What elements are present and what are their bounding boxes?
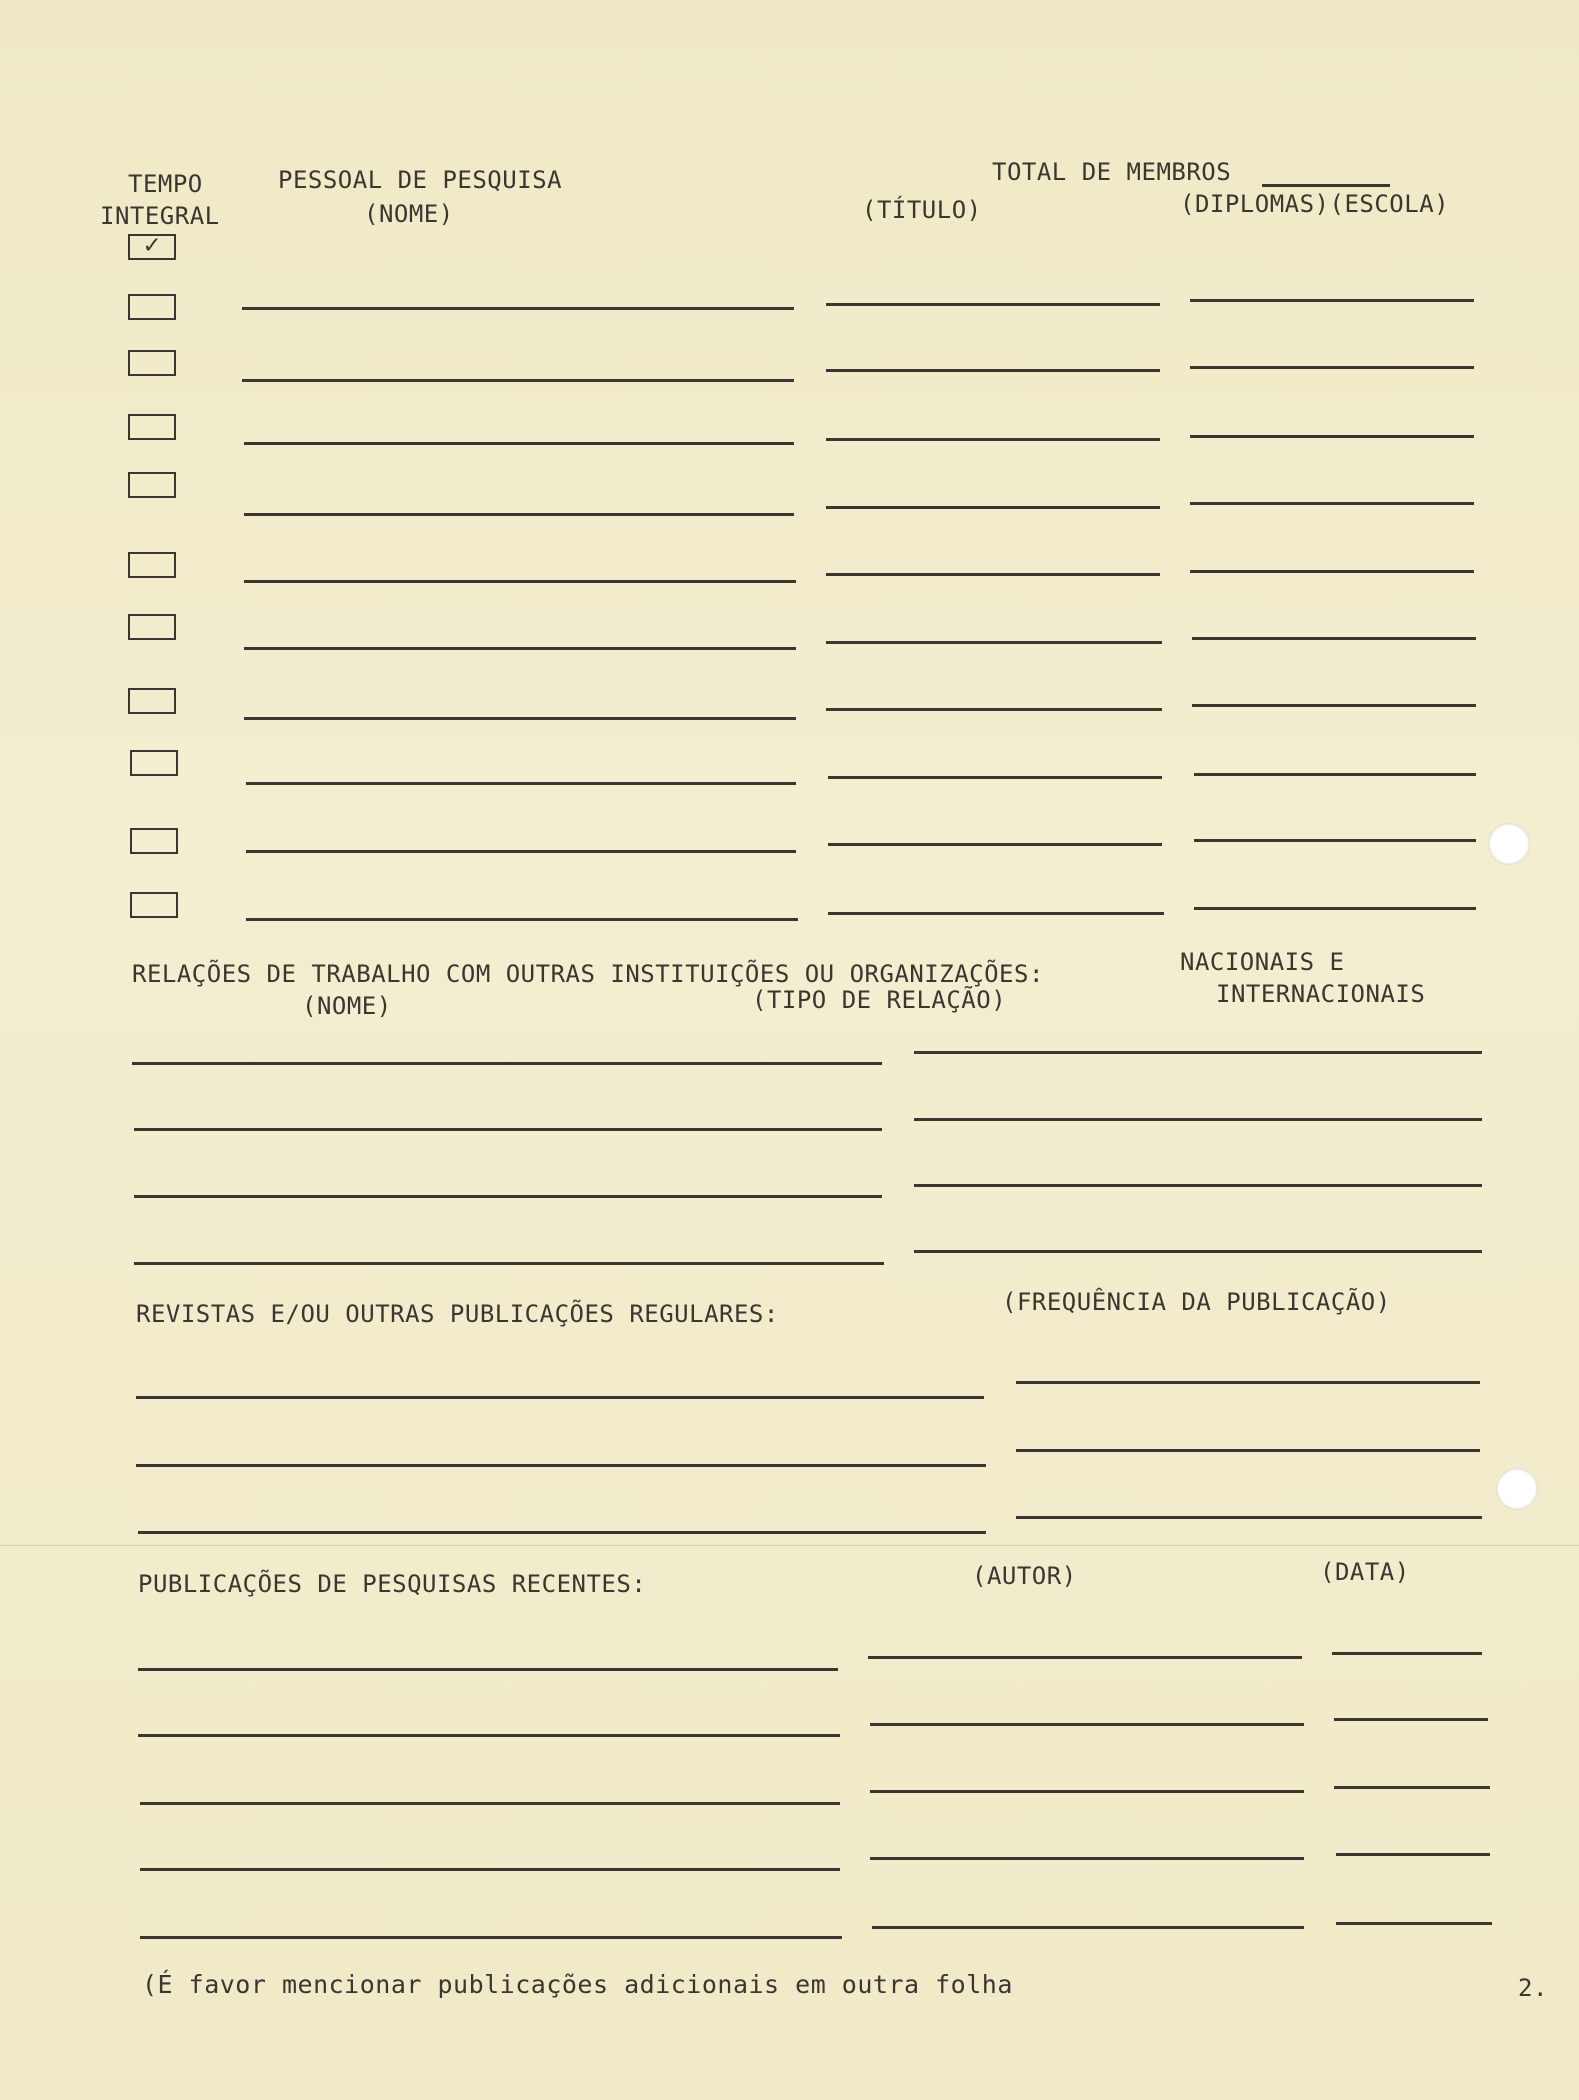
titulo-field-9[interactable] — [828, 843, 1162, 846]
tempo-integral-checkbox-1[interactable] — [128, 230, 176, 260]
publication-date-field-4[interactable] — [1336, 1853, 1490, 1856]
relations-nome-field-1[interactable] — [132, 1062, 882, 1065]
diplomas-field-1[interactable] — [1190, 299, 1474, 302]
punch-hole-top — [1488, 823, 1530, 865]
tempo-integral-checkbox-5[interactable] — [128, 472, 176, 498]
nacionais-label: NACIONAIS E — [1180, 948, 1345, 976]
titulo-label: (TÍTULO) — [862, 196, 982, 224]
publication-author-field-4[interactable] — [870, 1857, 1304, 1860]
diplomas-field-4[interactable] — [1190, 502, 1474, 505]
relations-nome-field-2[interactable] — [134, 1128, 882, 1131]
publication-author-field-5[interactable] — [872, 1926, 1304, 1929]
publication-date-field-1[interactable] — [1332, 1652, 1482, 1655]
pessoal-label: PESSOAL DE PESQUISA — [278, 166, 563, 194]
diplomas-field-9[interactable] — [1194, 839, 1476, 842]
tempo-integral-checkbox-10[interactable] — [130, 828, 178, 854]
publication-title-field-1[interactable] — [138, 1668, 838, 1671]
nome-field-2[interactable] — [242, 379, 794, 382]
integral-label: INTEGRAL — [100, 202, 220, 230]
tempo-integral-checkbox-8[interactable] — [128, 688, 176, 714]
internacionais-label: INTERNACIONAIS — [1216, 980, 1426, 1008]
nome-field-6[interactable] — [244, 647, 796, 650]
journals-heading: REVISTAS E/OU OUTRAS PUBLICAÇÕES REGULARES: — [136, 1300, 779, 1328]
journal-name-field-2[interactable] — [136, 1464, 986, 1467]
tempo-integral-checkbox-2[interactable] — [128, 294, 176, 320]
nome-field-4[interactable] — [244, 513, 794, 516]
nome-field-1[interactable] — [242, 307, 794, 310]
diplomas-field-10[interactable] — [1194, 907, 1476, 910]
diplomas-field-6[interactable] — [1192, 637, 1476, 640]
nome-field-7[interactable] — [244, 717, 796, 720]
relations-tipo-field-3[interactable] — [914, 1184, 1482, 1187]
total-membros-field[interactable] — [1262, 184, 1390, 187]
paper-fold — [0, 1545, 1579, 1546]
relations-tipo-label: (TIPO DE RELAÇÃO) — [752, 986, 1007, 1014]
journal-frequency-field-3[interactable] — [1016, 1516, 1482, 1519]
tempo-integral-checkbox-9[interactable] — [130, 750, 178, 776]
tempo-label: TEMPO — [128, 170, 203, 198]
relations-tipo-field-1[interactable] — [914, 1051, 1482, 1054]
diplomas-field-3[interactable] — [1190, 435, 1474, 438]
frequencia-label: (FREQUÊNCIA DA PUBLICAÇÃO) — [1002, 1288, 1391, 1316]
publication-date-field-2[interactable] — [1334, 1718, 1488, 1721]
publication-author-field-3[interactable] — [870, 1790, 1304, 1793]
relations-tipo-field-2[interactable] — [914, 1118, 1482, 1121]
tempo-integral-checkbox-11[interactable] — [130, 892, 178, 918]
titulo-field-4[interactable] — [826, 506, 1160, 509]
titulo-field-5[interactable] — [826, 573, 1160, 576]
diplomas-field-8[interactable] — [1194, 773, 1476, 776]
publication-title-field-3[interactable] — [140, 1802, 840, 1805]
relations-nome-field-4[interactable] — [134, 1262, 884, 1265]
punch-hole-bottom — [1496, 1468, 1538, 1510]
journal-frequency-field-1[interactable] — [1016, 1381, 1480, 1384]
journal-name-field-1[interactable] — [136, 1396, 984, 1399]
relations-nome-field-3[interactable] — [134, 1195, 882, 1198]
titulo-field-3[interactable] — [826, 438, 1160, 441]
nome-field-9[interactable] — [246, 850, 796, 853]
nome-field-8[interactable] — [246, 782, 796, 785]
publication-author-field-1[interactable] — [868, 1656, 1302, 1659]
diplomas-field-2[interactable] — [1190, 366, 1474, 369]
titulo-field-2[interactable] — [826, 369, 1160, 372]
titulo-field-6[interactable] — [826, 641, 1162, 644]
nome-label: (NOME) — [364, 200, 454, 228]
relations-heading: RELAÇÕES DE TRABALHO COM OUTRAS INSTITUIÇÕES OU ORGANIZAÇÕES: — [132, 960, 1044, 988]
nome-field-3[interactable] — [244, 442, 794, 445]
nome-field-10[interactable] — [246, 918, 798, 921]
diplomas-field-5[interactable] — [1190, 570, 1474, 573]
publication-date-field-3[interactable] — [1334, 1786, 1490, 1789]
publication-author-field-2[interactable] — [870, 1723, 1304, 1726]
publications-heading: PUBLICAÇÕES DE PESQUISAS RECENTES: — [138, 1570, 647, 1598]
titulo-field-1[interactable] — [826, 303, 1160, 306]
tempo-integral-checkbox-6[interactable] — [128, 552, 176, 578]
nome-field-5[interactable] — [244, 580, 796, 583]
publication-date-field-5[interactable] — [1336, 1922, 1492, 1925]
titulo-field-10[interactable] — [828, 912, 1164, 915]
titulo-field-8[interactable] — [828, 776, 1162, 779]
tempo-integral-checkbox-7[interactable] — [128, 614, 176, 640]
autor-label: (AUTOR) — [972, 1562, 1077, 1590]
publication-title-field-4[interactable] — [140, 1868, 840, 1871]
diplomas-field-7[interactable] — [1192, 704, 1476, 707]
publication-title-field-2[interactable] — [138, 1734, 840, 1737]
journal-name-field-3[interactable] — [138, 1531, 986, 1534]
tempo-integral-checkbox-4[interactable] — [128, 414, 176, 440]
diplomas-escola-label: (DIPLOMAS)(ESCOLA) — [1180, 190, 1450, 218]
relations-tipo-field-4[interactable] — [914, 1250, 1482, 1253]
total-membros-label: TOTAL DE MEMBROS — [992, 158, 1232, 186]
footer-note: (É favor mencionar publicações adicionais em outra folha — [142, 1970, 1013, 1999]
publication-title-field-5[interactable] — [140, 1936, 842, 1939]
tempo-integral-checkbox-3[interactable] — [128, 350, 176, 376]
page-number: 2. — [1518, 1974, 1548, 2002]
relations-nome-label: (NOME) — [302, 992, 392, 1020]
data-label: (DATA) — [1320, 1558, 1410, 1586]
check-mark-icon: ✓ — [144, 230, 160, 260]
journal-frequency-field-2[interactable] — [1016, 1449, 1480, 1452]
titulo-field-7[interactable] — [826, 708, 1162, 711]
